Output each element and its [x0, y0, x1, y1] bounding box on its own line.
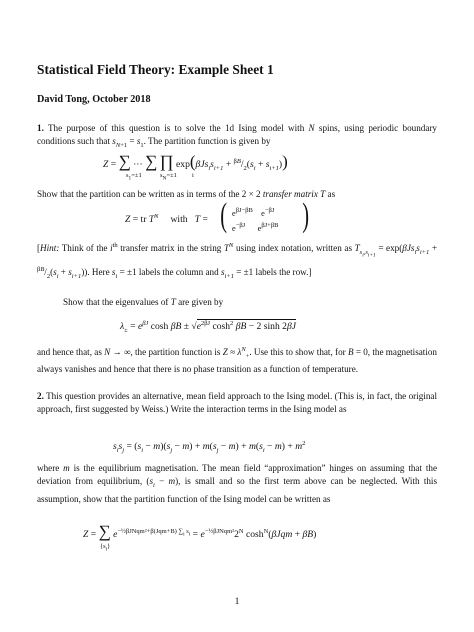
q1-partition-equation: Z = ∑ ··· ∑ ∏ $\exp(\beta Js_is_{i+1} + ^{\beta B}/_2(s_i + s_{i+1}))$ [103, 152, 288, 172]
q1-intro-paragraph: 1. The purpose of this question is to solve the 1d Ising model with N spins, using periodic boundary conditions such that $s_{N+1} = s_1$. The partition function is given by [37, 123, 437, 150]
matrix-entry-12: $e^{-\beta J}$ [261, 207, 275, 218]
sum-index-si: $\{s_i\}$ [100, 543, 111, 553]
matrix-entry-21: $e^{-\beta J}$ [232, 221, 246, 233]
q1-conclusion-paragraph: and hence that, as N → ∞, the partition function is $Z \approx \lambda^N_+$. Use this to show that, for B = 0, the magnetisation always vanishes and hence that there is no phase transition as a function of temperature. [37, 346, 437, 375]
q1-transfer-paragraph: Show that the partition can be written as in terms of the 2 × 2 transfer matrix T as [37, 189, 336, 199]
matrix-right-paren: ) [302, 197, 310, 234]
q1-transfer-equation: Z = tr $T^N$ with T = [125, 213, 208, 226]
product-index-i: i [192, 172, 194, 179]
q2-number: 2. [37, 391, 44, 401]
sum-index-s1: $s_1=\pm 1$ [126, 172, 142, 182]
transfer-matrix [232, 205, 279, 235]
q1-number: 1. [37, 123, 44, 133]
q2-intro-paragraph: 2. This question provides an alternative, mean field approach to the Ising model. (This is, in fact, the original approach, first suggested by Weiss.) Write the interaction terms in the Ising model as [37, 391, 437, 415]
author-date-line: David Tong, October 2018 [37, 94, 151, 105]
q2-meanfield-paragraph: where m is the equilibrium magnetisation. The mean field “approximation” hinges on assuming that the deviation from equilibrium, $(s_i - m)$, is small and so the first term above can be neglected. With this assumption, show that the partition function of the Ising model can be written as [37, 463, 438, 504]
matrix-entry-11: $e^{\beta J-\beta B}$ [232, 207, 253, 218]
matrix-entry-22: $e^{\beta J+\beta B}$ [257, 221, 279, 233]
q2-meanfield-equation: Z = ∑ $e^{-\frac{1}{2}\beta JNqm^2+\beta(Jqm+B) \sum_i s_i} = e^{-\frac{1}{2}\beta JNqm^2}2^N$ $\cosh^N(\beta Jqm + \beta B)$ [83, 522, 317, 541]
q1-hint: [Hint: Think of the $i^{th}$ transfer matrix in the string $T^N$ using index notation, written as $T_{s_i,s_{i+1}} = \exp(\beta Js_is_{i+1} + ^{\beta B}/_2(s_i + s_{i+1}))$. Here $s_i = \pm 1$ labels the column and $s_{i+1} = \pm 1$ labels the row.] [37, 242, 438, 280]
sum-index-sN: $s_N=\pm 1$ [160, 172, 177, 182]
matrix-left-paren: ( [220, 197, 228, 234]
q1-eigenvalue-equation: $\lambda_\pm = e^{\beta J}$ $\cosh \beta B \pm √e^{2\beta J}$ $\cosh^2 \beta B - 2$ sinh 2βJ [120, 320, 296, 335]
sheet-title: Statistical Field Theory: Example Sheet 1 [37, 62, 274, 77]
q1-eigenvalue-paragraph: Show that the eigenvalues of T are given by [63, 297, 224, 307]
q2-interaction-equation: $s_is_j = (s_i - m)(s_j - m) + m(s_j - m) + m(s_i - m) + m^2$ [113, 440, 306, 455]
page-number: 1 [234, 596, 240, 607]
